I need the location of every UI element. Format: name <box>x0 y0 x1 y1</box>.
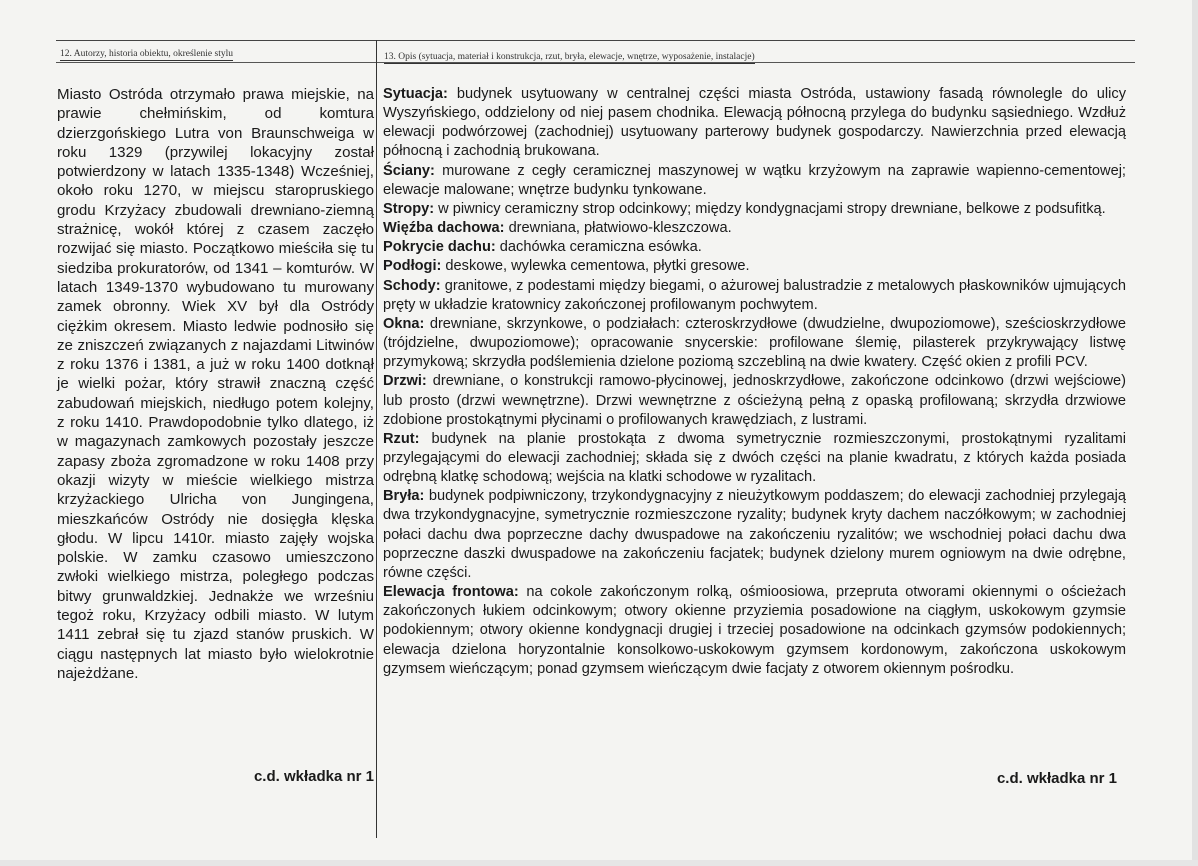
description-column <box>383 85 1126 679</box>
section-13-header: 13. Opis (sytuacja, materiał i konstrukcja, rzut, bryła, elewacje, wnętrze, wyposażenie, instalacje) <box>384 52 755 62</box>
frame-rule <box>56 40 1135 41</box>
section-text: deskowe, wylewka cementowa, płytki gresowe. <box>441 258 750 275</box>
page-edge <box>1192 0 1198 866</box>
section-text: granitowe, z podestami między biegami, o ażurowej balustradzie z metalowych płaskowników ujmujących pręty w układzie kratownicy zakończonej profilowanym pochwytem. <box>383 277 1126 313</box>
section-label: Schody: <box>383 277 441 294</box>
section-rzut <box>383 430 1126 487</box>
section-drzwi <box>383 372 1126 429</box>
section-12-header: 12. Autorzy, historia obiektu, określenie stylu <box>60 49 233 59</box>
section-text: budynek usytuowany w centralnej części miasta Ostróda, ustawiony fasadą równolegle do ulicy Wyszyńskiego, oddzielony od niej pasem chodnika. Elewacją północną przylega do budynku sąsiedniego. Wzdłuż elewacji podwórzowej (zachodniej) usytuowany parterowy budynek gospodarczy. Nawierzchnia przed elewacją północną i zachodnią brukowana. <box>383 86 1126 160</box>
section-label: Pokrycie dachu: <box>383 239 496 256</box>
section-text: budynek na planie prostokąta z dwoma symetrycznie rozmieszczonymi, prostokątnymi ryzalitami przylegającymi do elewacji zachodniej; składa się z dwóch części na planie kwadratu, z których każda posiada odrębną klatkę schodową; wejścia na klatki schodowe w ryzalitach. <box>383 430 1126 486</box>
section-label: Stropy: <box>383 200 435 217</box>
section-schody <box>383 277 1126 315</box>
section-sciany <box>383 162 1126 200</box>
section-label: Ściany: <box>383 162 435 179</box>
history-text: Miasto Ostróda otrzymało prawa miejskie, na prawie chełmińskim, od komtura dzierzgońskiego Lutra von Braunschweiga w roku 1329 (przywilej lokacyjny został potwierdzony w latach 1335-1348) Wcześniej, około roku 1270, w miejscu staropruskiego grodu Krzyżacy zbudowali drewniano-ziemną strażnicę, wokół której z czasem zaczęło rozwijać się miasto. Początkowo mieściła się tu siedziba prokuratorów, od 1341 – komturów. W latach 1349-1370 wybudowano tu murowany zamek obronny. Wiek XV był dla Ostródy ciężkim okresem. Miasto ledwie podnosiło się ze zniszczeń związanych z najazdami Litwinów z roku 1376 i 1381, a już w roku 1400 dotknął je wielki pożar, który strawił znaczną część zabudowań miejskich, niedługo potem kolejny, z roku 1410. Prawdopodobnie tylko dlatego, iż w magazynach zamkowych pozostały jeszcze zapasy zboża zgromadzone w roku 1408 przy okazji wizyty w mieście wielkiego mistrza krzyżackiego Ulricha von Jungingena, mieszkańców Ostródy nie dosięgła klęska głodu. W lipcu 1410r. miasto zajęły wojska polskie. W zamku czasowo umieszczono zwłoki wielkiego mistrza, poległego podczas bitwy grunwaldzkiej. Jednakże we wrześniu tegoż roku, Krzyżacy odbili miasto. W lutym 1411 zebrał się tu zjazd stanów pruskich. W ciągu następnych lat miasto było wielokrotnie najeżdżane. <box>57 86 374 682</box>
section-text: drewniane, skrzynkowe, o podziałach: czteroskrzydłowe (dwudzielne, dwupoziomowe), sześcioskrzydłowe (trójdzielne, dwupoziomowe); opracowanie snycerskie: profilowane ślemię, pilasterek przykrywający listwę przymykową; skrzydła podślemienia dzielone poziomą szczebliną na dwie kwatery. Część okien z profili PCV. <box>383 315 1126 371</box>
section-sytuacja <box>383 85 1126 162</box>
section-podlogi <box>383 257 1126 276</box>
column-divider <box>376 40 377 838</box>
section-text: drewniane, o konstrukcji ramowo-płycinowej, jednoskrzydłowe, zakończone odcinkowo (drzwi wejściowe) lub prosto (drzwi wewnętrzne). Drzwi wewnętrzne z ościeżyną pełną z opaską profilowaną; skrzydła drzwiowe zdobione prostokątnymi płycinami o profilowanych krawędziach, z lustrami. <box>383 373 1126 428</box>
section-label: Bryła: <box>383 488 425 505</box>
section-text: murowane z cegły ceramicznej maszynowej w wątku krzyżowym na zaprawie wapienno-cementowej; elewacje malowane; wnętrze budynku tynkowane. <box>383 162 1126 198</box>
section-bryla <box>383 487 1126 583</box>
section-okna <box>383 315 1126 372</box>
history-column <box>57 85 374 683</box>
section-label: Podłogi: <box>383 258 442 275</box>
section-elewacja-frontowa <box>383 583 1126 679</box>
page-edge <box>0 860 1198 866</box>
section-text: w piwnicy ceramiczny strop odcinkowy; między kondygnacjami stropy drewniane, belkowe z podsufitką. <box>434 200 1106 217</box>
section-text: budynek podpiwniczony, trzykondygnacyjny z nieużytkowym poddaszem; do elewacji zachodniej przylegają dwa trzykondygnacyjne, symetrycznie rozmieszczone ryzality; budynek kryty dachem naczółkowym; w zachodniej połaci dachu dwa poprzeczne dachy dwuspadowe na zakończeniu ryzalitów; we wschodniej połaci dachu dwa poprzeczne daszki dwuspadowe na zakończeniu facjatek; budynek dzielony murem ogniowym na dwie odrębne, równe części. <box>383 488 1126 581</box>
section-text: drewniana, płatwiowo-kleszczowa. <box>504 220 732 237</box>
section-stropy <box>383 200 1126 219</box>
section-text: na cokole zakończonym rolką, ośmioosiowa, przepruta otworami okiennymi o ościeżach zakończonych łukiem odcinkowym; otwory okienne przyziemia posadowione na ciągłym, uskokowym gzymsie podokiennym; otwory okienne kondygnacji drugiej i trzeciej posadowione na odcinkach gzymsów podokiennych; elewacja dzielona horyzontalnie konsolkowo-uskokowym gzymsem kordonowym, zakończona uskokowym gzymsem wieńczącym; ponad gzymsem wieńczącym dwie facjaty z otworem okiennym pośrodku. <box>383 584 1126 677</box>
section-label: Drzwi: <box>383 373 427 390</box>
section-pokrycie <box>383 238 1126 257</box>
section-label: Rzut: <box>383 430 420 447</box>
section-label: Okna: <box>383 315 425 332</box>
section-label: Elewacja frontowa: <box>383 584 519 601</box>
section-label: Sytuacja: <box>383 86 448 102</box>
section-label: Więźba dachowa: <box>383 220 505 237</box>
continued-note-left: c.d. wkładka nr 1 <box>253 768 374 785</box>
continued-note-right: c.d. wkładka nr 1 <box>996 770 1117 787</box>
section-text: dachówka ceramiczna esówka. <box>495 239 702 256</box>
section-wiezba <box>383 219 1126 238</box>
